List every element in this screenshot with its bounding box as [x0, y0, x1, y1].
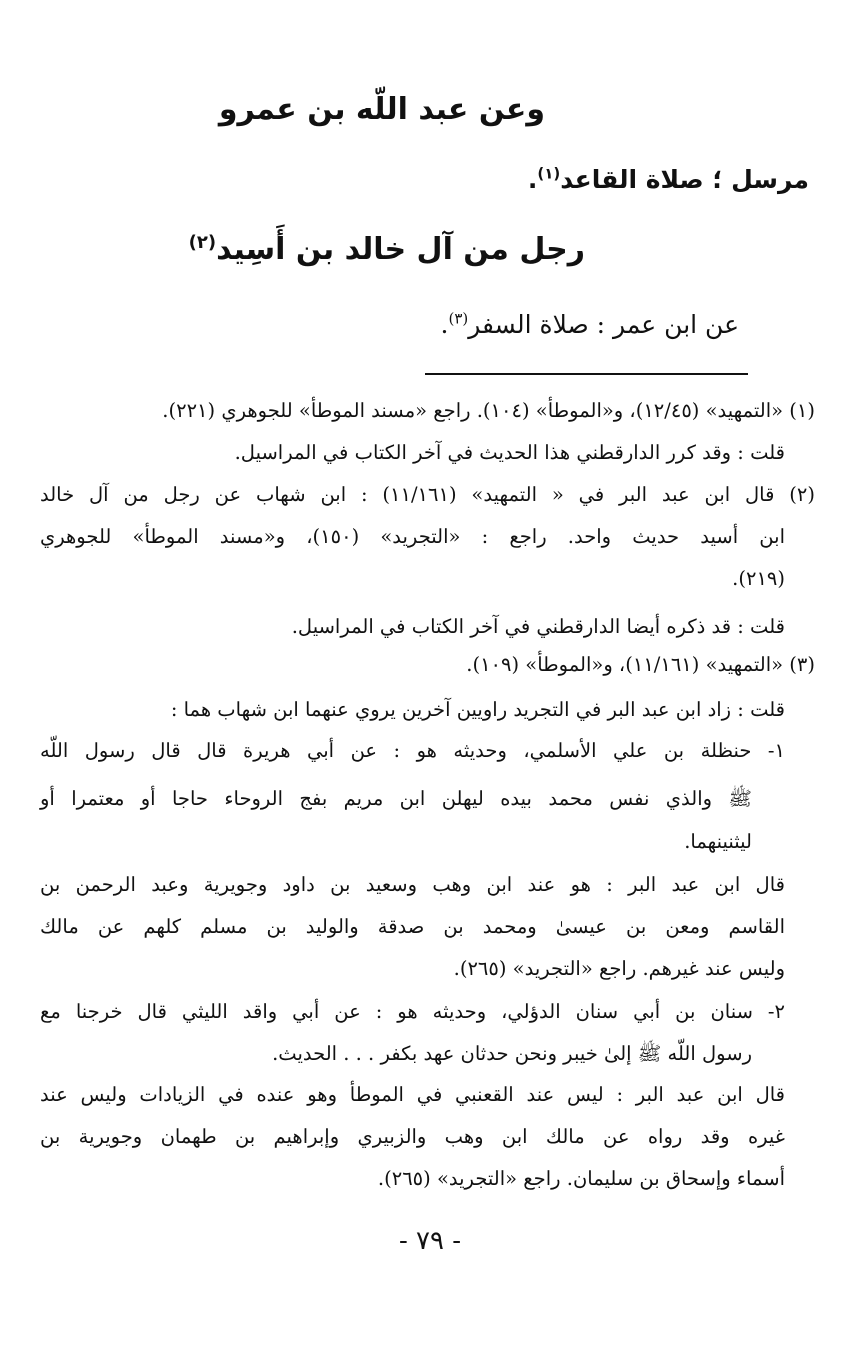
- entry-end: .: [440, 310, 449, 339]
- footnote-2-line-1: (٢) قال ابن عبد البر في « التمهيد» (١١/١٦١) : ابن شهاب عن رجل من آل خالد: [40, 483, 815, 506]
- page-number: - ٧٩ -: [398, 1226, 461, 1256]
- footnote-ref-3[interactable]: (٣): [448, 309, 469, 328]
- footnote-3-item-2-comment-line-3: أسماء وإسحاق بن سليمان. راجع «التجريد» (٢٦٥).: [377, 1167, 785, 1190]
- footnote-3-item-2-comment-line-1: قال ابن عبد البر : ليس عند القعنبي في الموطأ وهو عنده في الزيادات وليس عند: [40, 1083, 785, 1106]
- footnote-separator: [425, 373, 748, 375]
- footnote-3-item-1-comment-line-1: قال ابن عبد البر : هو عند ابن وهب وسعيد بن داود وجويرية وعبد الرحمن بن: [40, 873, 785, 896]
- footnote-1-line-2: قلت : وقد كرر الدارقطني هذا الحديث في آخر الكتاب في المراسيل.: [234, 441, 785, 464]
- entry-text: مرسل ؛ صلاة القاعد: [560, 165, 809, 194]
- footnote-3-line-2: قلت : زاد ابن عبد البر في التجريد راويين آخرين يروي عنهما ابن شهاب هما :: [170, 698, 785, 721]
- footnote-2-line-2: ابن أسيد حديث واحد. راجع : «التجريد» (١٥٠)، و«مسند الموطأ» للجوهري: [40, 525, 785, 548]
- footnote-ref-1[interactable]: (١): [537, 164, 561, 183]
- entry-end: .: [527, 165, 538, 194]
- section-heading-man-from-khalid-family: [189, 232, 585, 267]
- heading-text: رجل من آل خالد بن أَسِيد: [216, 232, 585, 267]
- footnote-3-item-1-line-1: ١- حنظلة بن علي الأسلمي، وحديثه هو : عن أبي هريرة قال قال رسول اللّه: [40, 739, 785, 762]
- footnote-3-item-2-comment-line-2: غيره وقد رواه عن مالك ابن وهب والزبيري وإبراهيم بن طهمان وجويرية بن: [40, 1125, 785, 1148]
- footnote-3-item-1-line-3: ليثنينهما.: [684, 830, 752, 853]
- entry-text: عن ابن عمر : صلاة السفر: [468, 310, 739, 339]
- footnote-2-line-4: قلت : قد ذكره أيضا الدارقطني في آخر الكتاب في المراسيل.: [291, 615, 785, 638]
- footnote-2-line-3: (٢١٩).: [732, 567, 785, 590]
- footnote-3-item-1-comment-line-3: وليس عند غيرهم. راجع «التجريد» (٢٦٥).: [453, 957, 785, 980]
- footnote-3-item-1-comment-line-2: القاسم ومعن بن عيسىٰ ومحمد بن صدقة والوليد بن مسلم كلهم عن مالك: [40, 915, 785, 938]
- footnote-1-line-1: (١) «التمهيد» (١٢/٤٥)، و«الموطأ» (١٠٤). راجع «مسند الموطأ» للجوهري (٢٢١).: [162, 399, 815, 422]
- footnote-3-item-1-line-2: ﷺ والذي نفس محمد بيده ليهلن ابن مريم بفج الروحاء حاجا أو معتمرا أو: [40, 787, 752, 810]
- footnote-3-item-2-line-1: ٢- سنان بن أبي سنان الدؤلي، وحديثه هو : عن أبي واقد الليثي قال خرجنا مع: [40, 1000, 785, 1023]
- footnote-3-line-1: (٣) «التمهيد» (١١/١٦١)، و«الموطأ» (١٠٩).: [466, 653, 815, 676]
- footnote-3-item-2-line-2: رسول اللّه ﷺ إلىٰ خيبر ونحن حدثان عهد بكفر . . . الحديث.: [272, 1042, 752, 1065]
- section-heading-abdullah-ibn-amr: وعن عبد اللّه بن عمرو: [218, 92, 545, 127]
- entry-mursal-salat-al-qaid: [528, 165, 809, 194]
- footnote-ref-2[interactable]: (٢): [188, 232, 217, 253]
- entry-ibn-umar-salat-as-safar: [441, 310, 740, 339]
